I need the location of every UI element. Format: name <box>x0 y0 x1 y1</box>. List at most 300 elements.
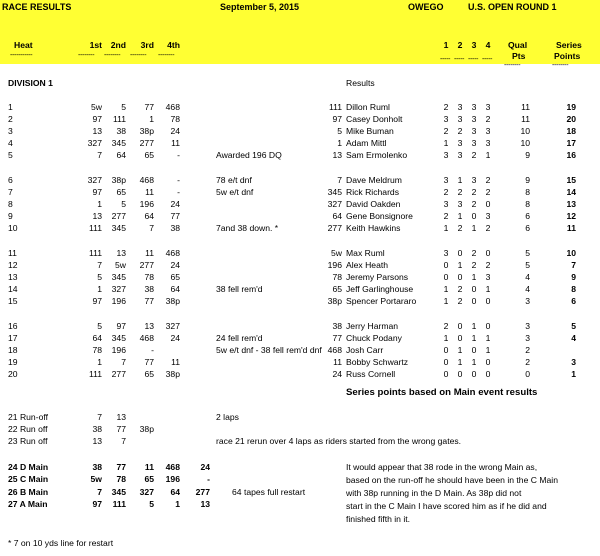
heat-position: 11 <box>145 248 154 258</box>
heat-position: 111 <box>88 248 102 258</box>
main-position: 64 <box>170 487 180 497</box>
report-date: September 5, 2015 <box>220 2 300 12</box>
comment-line: start in the C Main I have scored him as if he did and <box>346 501 547 511</box>
heat-points: 0 <box>457 369 463 379</box>
col-underline: -------- <box>552 62 569 69</box>
col-r1: 1 <box>443 40 449 50</box>
heat-position: 65 <box>116 187 126 197</box>
heat-position: 64 <box>144 211 154 221</box>
heat-position: 111 <box>112 114 126 124</box>
col-underline: ----- <box>468 56 479 63</box>
heat-note: 24 fell rem'd <box>216 333 263 343</box>
col-second: 2nd <box>110 40 126 50</box>
heat-points: 0 <box>485 321 491 331</box>
rider-name: Gene Bonsignore <box>346 211 413 221</box>
heat-position: 1 <box>97 199 102 209</box>
rider-name: Rick Richards <box>346 187 400 197</box>
main-label: 25 C Main <box>8 474 49 484</box>
rider-name: Keith Hawkins <box>346 223 401 233</box>
heat-position: 345 <box>111 138 126 148</box>
rider-name: Dave Meldrum <box>346 175 402 185</box>
heat-position: 64 <box>170 284 180 294</box>
heat-points: 3 <box>443 150 449 160</box>
heat-note: 38 fell rem'd <box>216 284 263 294</box>
rider-number: 11 <box>333 357 342 367</box>
venue-name: OWEGO <box>408 2 444 12</box>
main-position: 1 <box>175 499 180 509</box>
runoff-position: 7 <box>121 436 126 446</box>
series-points: 14 <box>566 187 576 197</box>
heat-position: 13 <box>144 321 154 331</box>
heat-position: 78 <box>144 272 154 282</box>
heat-position: - <box>177 175 180 185</box>
rider-number: 77 <box>332 333 342 343</box>
heat-points: 0 <box>443 369 449 379</box>
heat-points: 3 <box>471 138 477 148</box>
qual-points: 10 <box>520 138 530 148</box>
main-position: 327 <box>139 487 154 497</box>
rider-number: 345 <box>327 187 342 197</box>
rider-name: Alex Heath <box>346 260 389 270</box>
heat-points: 0 <box>443 357 449 367</box>
main-position: 38 <box>92 462 102 472</box>
heat-position: 38p <box>165 296 180 306</box>
main-position: 24 <box>200 462 210 472</box>
rider-name: Sam Ermolenko <box>346 150 408 160</box>
heat-position: 7 <box>149 223 154 233</box>
heat-points: 0 <box>485 199 491 209</box>
heat-points: 0 <box>471 284 477 294</box>
heat-position: 7 <box>97 150 102 160</box>
heat-position: 277 <box>139 260 154 270</box>
heat-points: 0 <box>485 357 491 367</box>
runoff-position: 38 <box>92 424 102 434</box>
division-title: DIVISION 1 <box>8 78 53 88</box>
heat-position: 111 <box>88 369 102 379</box>
heat-number: 20 <box>8 369 18 379</box>
series-points: 8 <box>571 284 576 294</box>
heat-position: 64 <box>92 333 102 343</box>
heat-position: 38 <box>144 284 154 294</box>
main-position: 11 <box>144 462 154 472</box>
event-name: U.S. OPEN ROUND 1 <box>468 2 557 12</box>
heat-position: 38 <box>170 223 180 233</box>
qual-points: 3 <box>525 321 530 331</box>
heat-note: 5w e/t dnf <box>216 187 254 197</box>
heat-points: 1 <box>471 223 477 233</box>
heat-number: 18 <box>8 345 18 355</box>
heat-position: 5 <box>121 102 126 112</box>
heat-note: 78 e/t dnf <box>216 175 252 185</box>
col-underline: ----- <box>440 56 451 63</box>
heat-position: 78 <box>92 345 102 355</box>
heat-points: 0 <box>471 369 477 379</box>
heat-points: 3 <box>457 199 463 209</box>
heat-points: 3 <box>443 175 449 185</box>
col-underline: -------- <box>104 52 121 59</box>
series-note: Series points based on Main event results <box>346 387 538 398</box>
heat-points: 0 <box>443 345 449 355</box>
rider-number: 5w <box>331 248 342 258</box>
comment-line: based on the run-off he should have been in the C Main <box>346 475 558 485</box>
qual-points: 9 <box>525 175 530 185</box>
col-underline: ----- <box>482 56 493 63</box>
heat-points: 2 <box>443 126 449 136</box>
heat-points: 0 <box>471 211 477 221</box>
runoff-position: 77 <box>116 424 126 434</box>
heat-note: 5w e/t dnf - 38 fell rem'd dnf <box>216 345 322 355</box>
heat-points: 2 <box>457 126 463 136</box>
rider-number: 196 <box>327 260 342 270</box>
heat-points: 2 <box>485 260 491 270</box>
qual-points: 0 <box>525 369 530 379</box>
heat-position: 468 <box>139 333 154 343</box>
main-position: 196 <box>165 474 180 484</box>
heat-points: 2 <box>471 199 477 209</box>
main-label: 26 B Main <box>8 487 49 497</box>
rider-number: 13 <box>332 150 342 160</box>
series-points: 5 <box>571 321 576 331</box>
qual-points: 4 <box>525 272 530 282</box>
comment-line: finished fifth in it. <box>346 514 411 524</box>
heat-position: 24 <box>170 260 180 270</box>
heat-position: 77 <box>170 211 180 221</box>
series-points: 12 <box>566 211 576 221</box>
heat-position: 11 <box>171 357 180 367</box>
heat-position: 97 <box>116 321 126 331</box>
heat-position: 97 <box>92 114 102 124</box>
heat-position: 13 <box>92 126 102 136</box>
heat-number: 14 <box>8 284 18 294</box>
col-underline: ----------- <box>10 52 33 59</box>
rider-number: 327 <box>327 199 342 209</box>
heat-position: 345 <box>111 272 126 282</box>
heat-points: 0 <box>485 248 491 258</box>
heat-position: 1 <box>97 357 102 367</box>
col-series: Series <box>556 40 582 50</box>
heat-note: Awarded 196 DQ <box>216 150 282 160</box>
heat-points: 2 <box>443 102 449 112</box>
qual-points: 6 <box>525 223 530 233</box>
col-r2: 2 <box>457 40 463 50</box>
main-label: 24 D Main <box>8 462 49 472</box>
heat-number: 8 <box>8 199 13 209</box>
col-points: Points <box>554 51 581 61</box>
heat-position: 13 <box>116 248 126 258</box>
heat-note: 7and 38 down. * <box>216 223 279 233</box>
heat-points: 2 <box>471 187 477 197</box>
heat-position: 5 <box>97 321 102 331</box>
heat-number: 6 <box>8 175 13 185</box>
main-position: 345 <box>111 487 126 497</box>
heat-position: 11 <box>145 187 154 197</box>
runoff-label: 22 Run off <box>8 424 48 434</box>
col-fourth: 4th <box>167 40 180 50</box>
heat-points: 0 <box>457 248 463 258</box>
heat-points: 0 <box>457 321 463 331</box>
qual-points: 6 <box>525 211 530 221</box>
series-points: 7 <box>571 260 576 270</box>
col-r3: 3 <box>471 40 477 50</box>
main-position: 5w <box>90 474 102 484</box>
col-underline: -------- <box>504 62 521 69</box>
heat-position: 24 <box>170 333 180 343</box>
heat-number: 13 <box>8 272 18 282</box>
heat-position: 277 <box>111 211 126 221</box>
runoff-position: 13 <box>92 436 102 446</box>
heat-points: 1 <box>457 260 463 270</box>
runoff-position: 13 <box>116 412 126 422</box>
heat-points: 2 <box>457 296 463 306</box>
heat-position: 13 <box>92 211 102 221</box>
heat-position: 65 <box>144 369 154 379</box>
heat-points: 1 <box>443 296 449 306</box>
comment-line: It would appear that 38 rode in the wrong Main as, <box>346 462 538 472</box>
heat-position: 5 <box>97 272 102 282</box>
heat-points: 1 <box>485 150 491 160</box>
runoff-note: race 21 rerun over 4 laps as riders started from the wrong gates. <box>216 436 462 446</box>
heat-position: 327 <box>87 138 102 148</box>
qual-points: 8 <box>525 187 530 197</box>
main-position: - <box>207 474 210 484</box>
heat-position: 327 <box>111 284 126 294</box>
rider-name: Mike Buman <box>346 126 394 136</box>
col-third: 3rd <box>140 40 154 50</box>
heat-number: 10 <box>8 223 18 233</box>
heat-points: 2 <box>443 321 449 331</box>
heat-position: 111 <box>88 223 102 233</box>
heat-position: 468 <box>165 248 180 258</box>
heat-points: 0 <box>457 333 463 343</box>
heat-points: 0 <box>471 296 477 306</box>
main-position: 7 <box>97 487 102 497</box>
rider-number: 24 <box>332 369 342 379</box>
heat-position: 24 <box>170 199 180 209</box>
rider-name: David Oakden <box>346 199 401 209</box>
rider-number: 111 <box>328 102 342 112</box>
heat-number: 5 <box>8 150 13 160</box>
heat-points: 2 <box>471 248 477 258</box>
heat-points: 3 <box>471 175 477 185</box>
qual-points: 8 <box>525 199 530 209</box>
heat-number: 12 <box>8 260 18 270</box>
rider-number: 468 <box>327 345 342 355</box>
series-points: 20 <box>566 114 576 124</box>
heat-points: 1 <box>471 321 477 331</box>
series-points: 11 <box>566 223 576 233</box>
heat-number: 16 <box>8 321 18 331</box>
heat-points: 1 <box>485 333 491 343</box>
heat-position: 64 <box>116 150 126 160</box>
heat-points: 1 <box>471 333 477 343</box>
col-underline: -------- <box>78 52 95 59</box>
heat-points: 3 <box>471 114 477 124</box>
heat-points: 1 <box>457 345 463 355</box>
heat-position: 11 <box>171 138 180 148</box>
heat-points: 1 <box>443 284 449 294</box>
heat-points: 3 <box>471 126 477 136</box>
main-position: 65 <box>144 474 154 484</box>
runoff-position: 38p <box>139 424 154 434</box>
heat-points: 3 <box>457 138 463 148</box>
col-qual: Qual <box>508 40 528 50</box>
heat-points: 2 <box>471 260 477 270</box>
rider-number: 38 <box>332 321 342 331</box>
heat-position: 7 <box>97 260 102 270</box>
heat-points: 1 <box>471 357 477 367</box>
heat-number: 9 <box>8 211 13 221</box>
heat-number: 1 <box>8 102 13 112</box>
series-points: 18 <box>566 126 576 136</box>
rider-name: Spencer Portararo <box>346 296 417 306</box>
series-points: 9 <box>571 272 576 282</box>
heat-position: 24 <box>170 126 180 136</box>
heat-points: 3 <box>443 114 449 124</box>
heat-position: 196 <box>111 296 126 306</box>
series-points: 3 <box>571 357 576 367</box>
col-pts: Pts <box>512 51 526 61</box>
heat-position: 77 <box>144 102 154 112</box>
heat-points: 2 <box>485 175 491 185</box>
heat-position: 7 <box>121 357 126 367</box>
qual-points: 2 <box>525 357 530 367</box>
footnote: * 7 on 10 yds line for restart <box>8 538 114 548</box>
heat-points: 2 <box>443 187 449 197</box>
results-label: Results <box>346 78 375 88</box>
main-position: 13 <box>200 499 210 509</box>
rider-number: 1 <box>337 138 342 148</box>
heat-points: 3 <box>443 248 449 258</box>
heat-position: - <box>177 187 180 197</box>
heat-points: 2 <box>457 187 463 197</box>
series-points: 19 <box>566 102 576 112</box>
rider-name: Jerry Harman <box>346 321 399 331</box>
heat-position: 5w <box>115 260 126 270</box>
rider-name: Casey Donholt <box>346 114 403 124</box>
qual-points: 2 <box>525 345 530 355</box>
rider-name: Adam Mittl <box>346 138 387 148</box>
rider-name: Jeff Garlinghouse <box>346 284 414 294</box>
main-position: 77 <box>116 462 126 472</box>
heat-number: 4 <box>8 138 13 148</box>
heat-points: 2 <box>485 114 491 124</box>
heat-points: 3 <box>485 211 491 221</box>
heat-points: 0 <box>485 296 491 306</box>
heat-points: 3 <box>471 102 477 112</box>
runoff-position: 7 <box>97 412 102 422</box>
heat-position: 196 <box>139 199 154 209</box>
heat-points: 3 <box>457 150 463 160</box>
heat-position: 277 <box>111 369 126 379</box>
heat-points: 3 <box>485 102 491 112</box>
qual-points: 3 <box>525 296 530 306</box>
heat-position: - <box>151 345 154 355</box>
comment-line: with 38p running in the D Main. As 38p did not <box>346 488 522 498</box>
col-r4: 4 <box>485 40 491 50</box>
heat-position: 5 <box>121 199 126 209</box>
heat-position: 65 <box>170 272 180 282</box>
heat-position: - <box>177 150 180 160</box>
col-heat: Heat <box>14 40 33 50</box>
rider-name: Bobby Schwartz <box>346 357 409 367</box>
heat-points: 2 <box>471 150 477 160</box>
heat-position: 468 <box>165 102 180 112</box>
heat-position: 38p <box>139 126 154 136</box>
heat-points: 2 <box>485 187 491 197</box>
heat-position: 277 <box>139 138 154 148</box>
heat-points: 1 <box>485 284 491 294</box>
heat-position: 38p <box>165 369 180 379</box>
heat-points: 0 <box>443 272 449 282</box>
heat-position: 327 <box>165 321 180 331</box>
heat-number: 19 <box>8 357 18 367</box>
col-underline: -------- <box>130 52 147 59</box>
heat-position: 345 <box>111 333 126 343</box>
qual-points: 11 <box>521 114 530 124</box>
runoff-note: 2 laps <box>216 412 239 422</box>
rider-number: 277 <box>327 223 342 233</box>
heat-number: 7 <box>8 187 13 197</box>
qual-points: 9 <box>525 150 530 160</box>
heat-points: 0 <box>471 345 477 355</box>
qual-points: 3 <box>525 333 530 343</box>
heat-points: 0 <box>443 260 449 270</box>
heat-points: 2 <box>485 223 491 233</box>
heat-points: 3 <box>457 114 463 124</box>
rider-number: 97 <box>332 114 342 124</box>
col-underline: -------- <box>158 52 175 59</box>
heat-points: 1 <box>485 345 491 355</box>
main-position: 78 <box>116 474 126 484</box>
heat-points: 0 <box>485 369 491 379</box>
rider-name: Josh Carr <box>346 345 384 355</box>
heat-number: 2 <box>8 114 13 124</box>
heat-points: 3 <box>443 199 449 209</box>
main-position: 5 <box>149 499 154 509</box>
runoff-label: 23 Run off <box>8 436 48 446</box>
col-underline: ----- <box>454 56 465 63</box>
heat-number: 11 <box>8 248 17 258</box>
heat-number: 17 <box>8 333 18 343</box>
heat-points: 1 <box>457 175 463 185</box>
heat-position: 77 <box>144 296 154 306</box>
qual-points: 11 <box>521 102 530 112</box>
runoff-label: 21 Run-off <box>8 412 48 422</box>
main-note: 64 tapes full restart <box>232 487 306 497</box>
col-first: 1st <box>89 40 102 50</box>
heat-position: 327 <box>87 175 102 185</box>
rider-name: Chuck Podany <box>346 333 402 343</box>
heat-points: 3 <box>485 126 491 136</box>
heat-position: 196 <box>111 345 126 355</box>
heat-points: 3 <box>457 102 463 112</box>
series-points: 15 <box>566 175 576 185</box>
main-label: 27 A Main <box>8 499 48 509</box>
heat-points: 2 <box>443 211 449 221</box>
rider-number: 65 <box>332 284 342 294</box>
heat-number: 3 <box>8 126 13 136</box>
series-points: 16 <box>566 150 576 160</box>
main-position: 468 <box>165 462 180 472</box>
heat-points: 1 <box>457 211 463 221</box>
heat-position: 5w <box>91 102 102 112</box>
series-points: 6 <box>571 296 576 306</box>
heat-points: 1 <box>443 333 449 343</box>
heat-points: 1 <box>457 357 463 367</box>
heat-position: 1 <box>149 114 154 124</box>
qual-points: 4 <box>525 284 530 294</box>
heat-position: 38 <box>116 126 126 136</box>
